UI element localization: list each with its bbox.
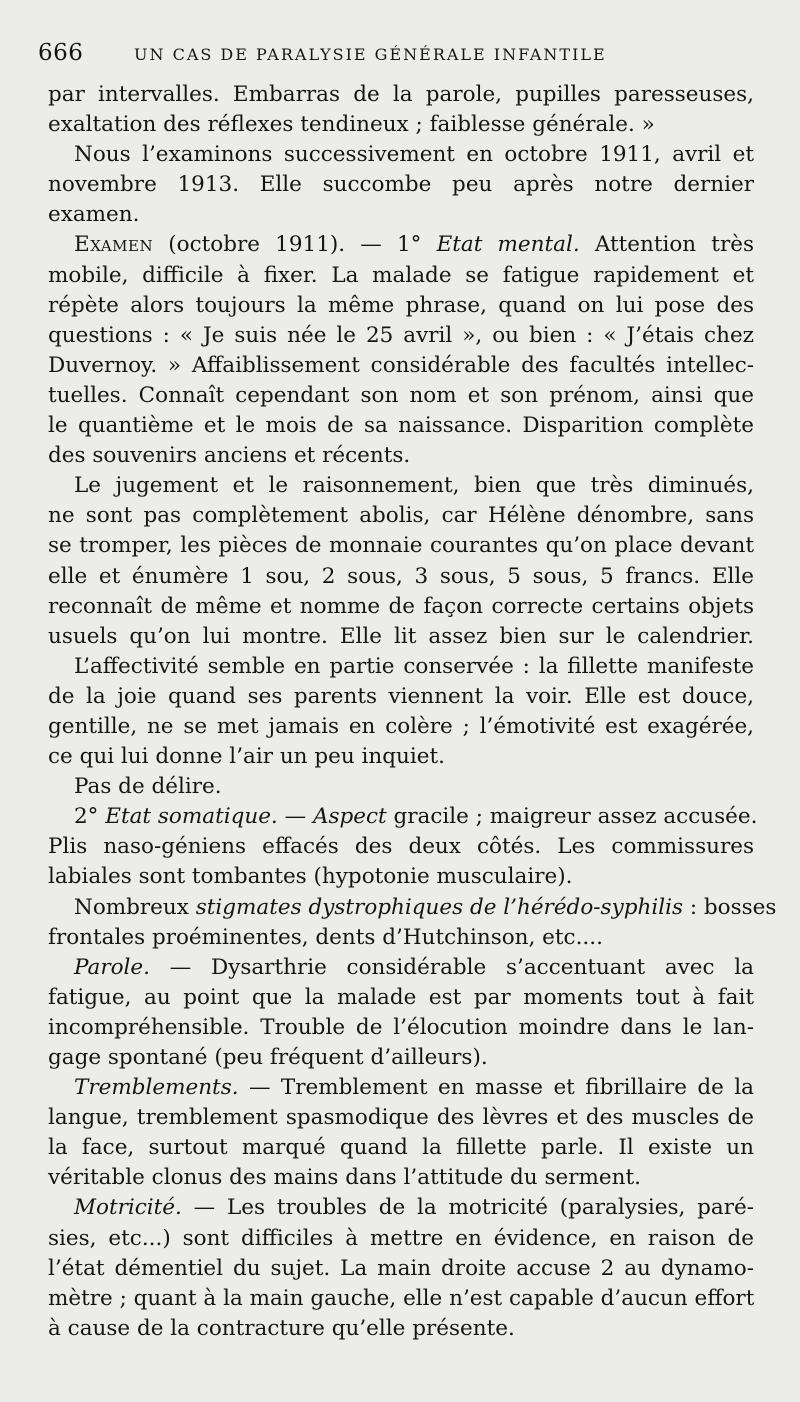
- paragraph-start-line: Le jugement et le raisonnement, bien que très diminués,: [74, 473, 754, 499]
- paragraph-start-line: Motricité. — Les troubles de la motricité (paralysies, paré-: [74, 1195, 754, 1221]
- paragraph-start-line: Nous l’examinons successivement en octobre 1911, avril et: [74, 142, 754, 168]
- text-line: questions : « Je suis née le 25 avril », ou bien : « J’étais chez: [48, 322, 754, 348]
- text-line: la face, surtout marqué quand la fillette parle. Il existe un: [48, 1135, 754, 1161]
- page-number: 666: [38, 40, 84, 66]
- text-line: exaltation des réflexes tendineux ; faiblesse générale. »: [48, 112, 655, 138]
- text-line: de la joie quand ses parents viennent la voir. Elle est douce,: [48, 683, 754, 709]
- text-line: mètre ; quant à la main gauche, elle n’est capable d’aucun effort: [48, 1285, 755, 1311]
- paragraph-start-line: 2° Etat somatique. — Aspect gracile ; maigreur assez accusée.: [74, 804, 758, 830]
- text-line: langue, tremblement spasmodique des lèvres et des muscles de: [48, 1105, 754, 1131]
- paragraph-start-line: Examen (octobre 1911). — 1° Etat mental. Attention très: [74, 232, 754, 258]
- page-header: [38, 40, 758, 70]
- paragraph-start-line: Pas de délire.: [74, 774, 222, 800]
- text-line: frontales proéminentes, dents d’Hutchinson, etc....: [48, 924, 603, 950]
- text-line: l’état démentiel du sujet. La main droite accuse 2 au dynamo-: [48, 1255, 754, 1281]
- subsection-title: Etat mental.: [436, 232, 580, 258]
- text-line: ne sont pas complètement abolis, car Hélène dénombre, sans: [48, 503, 754, 529]
- text-line: le quantième et le mois de sa naissance. Disparition complète: [48, 413, 754, 439]
- text-line: reconnaît de même et nomme de façon correcte certains objets: [48, 593, 754, 619]
- section-heading: Examen: [74, 232, 154, 258]
- body-text: [48, 80, 777, 1344]
- text-line: à cause de la contracture qu’elle présente.: [48, 1315, 515, 1341]
- text-line: véritable clonus des mains dans l’attitude du serment.: [48, 1165, 641, 1191]
- emphasized-phrase: stigmates dystrophiques de l’hérédo-syphilis: [195, 894, 683, 920]
- text-line: usuels qu’on lui montre. Elle lit assez bien sur le calendrier.: [48, 623, 754, 649]
- subsection-title: Motricité.: [74, 1195, 182, 1221]
- text-line: des souvenirs anciens et récents.: [48, 443, 411, 469]
- text-line: gentille, ne se met jamais en colère ; l’émotivité est exagérée,: [48, 713, 754, 739]
- text-line: fatigue, au point que la malade est par moments tout à fait: [48, 984, 754, 1010]
- text-line: par intervalles. Embarras de la parole, pupilles paresseuses,: [48, 82, 754, 107]
- subsection-title: Etat somatique.: [105, 804, 278, 830]
- subsection-title: Tremblements.: [74, 1075, 239, 1101]
- text-line: examen.: [48, 202, 140, 228]
- text-line: se tromper, les pièces de monnaie courantes qu’on place devant: [48, 533, 754, 559]
- text-line: labiales sont tombantes (hypotonie musculaire).: [48, 864, 573, 890]
- text-line: Duvernoy. » Affaiblissement considérable des facultés intellec-: [48, 352, 754, 378]
- text-line: gage spontané (peu fréquent d’ailleurs).: [48, 1045, 488, 1070]
- text-line: Plis naso-géniens effacés des deux côtés. Les commissures: [48, 834, 754, 860]
- paragraph-start-line: L’affectivité semble en partie conservée : la fillette manifeste: [74, 653, 754, 679]
- text-line: sies, etc...) sont difficiles à mettre en évidence, en raison de: [48, 1225, 754, 1251]
- text-line: elle et énumère 1 sou, 2 sous, 3 sous, 5 sous, 5 francs. Elle: [48, 563, 754, 589]
- subsection-title: Parole.: [74, 954, 150, 980]
- paragraph-start-line: Parole. — Dysarthrie considérable s’accentuant avec la: [74, 954, 754, 980]
- subsection-title: Aspect: [312, 804, 387, 830]
- paragraph-start-line: Tremblements. — Tremblement en masse et fibrillaire de la: [74, 1075, 754, 1101]
- running-head: UN CAS DE PARALYSIE GÉNÉRALE INFANTILE: [134, 45, 607, 64]
- text-line: ce qui lui donne l’air un peu inquiet.: [48, 744, 445, 770]
- text-line: mobile, difficile à fixer. La malade se fatigue rapidement et: [48, 262, 754, 288]
- text-line: tuelles. Connaît cependant son nom et son prénom, ainsi que: [48, 382, 754, 408]
- paragraph-start-line: Nombreux stigmates dystrophiques de l’hérédo-syphilis : bosses: [74, 894, 777, 920]
- text-line: incompréhensible. Trouble de l’élocution moindre dans le lan-: [48, 1014, 754, 1040]
- text-line: répète alors toujours la même phrase, quand on lui pose des: [48, 292, 754, 318]
- text-line: novembre 1913. Elle succombe peu après notre dernier: [48, 172, 754, 198]
